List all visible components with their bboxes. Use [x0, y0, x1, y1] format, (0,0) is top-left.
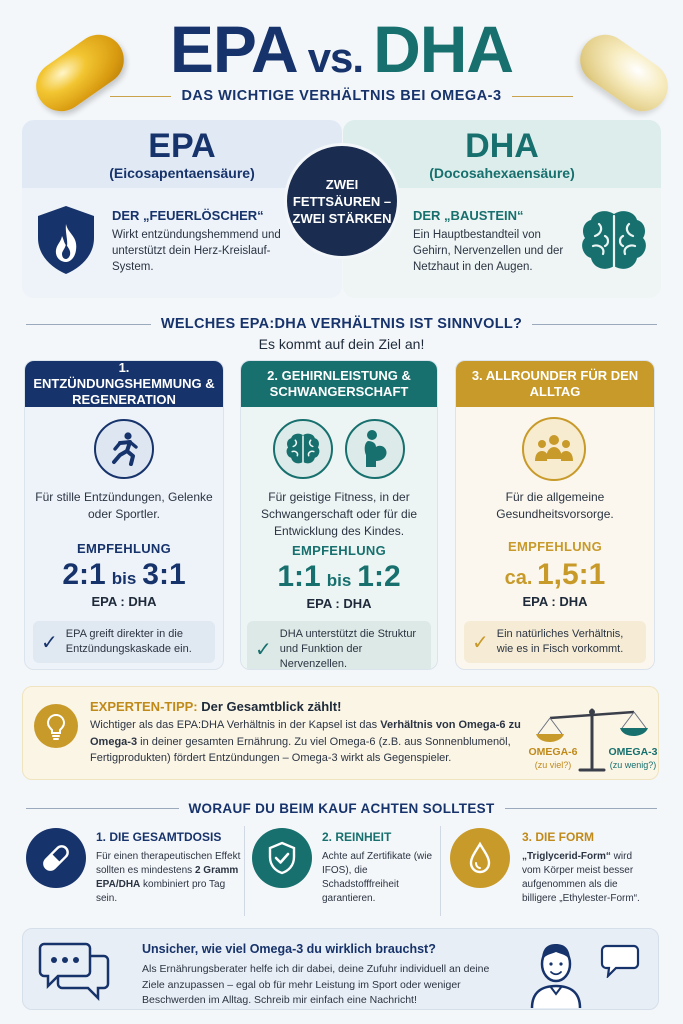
ratio-b: 1:2	[357, 560, 401, 593]
title-vs: vs.	[307, 34, 364, 81]
divider	[26, 808, 179, 809]
ratio-a: 2:1	[62, 558, 106, 591]
drop-icon	[450, 828, 510, 888]
card-note	[33, 621, 215, 663]
divider	[26, 324, 151, 325]
tip-text	[90, 717, 522, 767]
kauf-item-head: 3. DIE FORM	[522, 830, 595, 844]
lightbulb-icon	[34, 704, 78, 748]
recommendation-label: EMPFEHLUNG	[508, 539, 602, 554]
epa-title: EPA	[148, 127, 216, 165]
speech-bubble-icon	[600, 944, 640, 983]
card-brain	[240, 360, 438, 670]
epa-description	[112, 208, 308, 275]
dha-role: DER „BAUSTEIN“	[413, 208, 524, 223]
epa-subtitle: (Eicosapentaensäure)	[109, 165, 255, 181]
tip-text-bold: Verhältnis von Omega-6 zu Omega-3	[90, 719, 521, 748]
runner-icon	[94, 419, 154, 479]
kauf-text-part: kombiniert pro Tag sein.	[96, 879, 226, 904]
tip-title	[90, 699, 341, 714]
ratio-join: bis	[111, 569, 137, 588]
pregnant-woman-icon	[345, 419, 405, 479]
kauf-title: WORAUF DU BEIM KAUF ACHTEN SOLLTEST	[188, 801, 495, 816]
page-subtitle: DAS WICHTIGE VERHÄLTNIS BEI OMEGA-3	[181, 88, 502, 104]
capsule-icon	[26, 828, 86, 888]
scale-right-label: OMEGA-3	[608, 746, 658, 758]
brain-icon	[273, 419, 333, 479]
subtitle-row	[110, 88, 573, 104]
divider	[244, 826, 245, 916]
contact-title: Unsicher, wie viel Omega-3 du wirklich brauchst?	[142, 942, 436, 956]
chat-bubbles-icon	[38, 940, 110, 1007]
note-text: DHA unterstützt die Struktur und Funktion der Nervenzellen.	[279, 628, 417, 670]
kauf-item-text	[522, 850, 646, 906]
tip-label: EXPERTEN-TIPP:	[90, 699, 198, 714]
recommendation-label: EMPFEHLUNG	[292, 543, 386, 558]
shield-flame-icon	[34, 204, 98, 281]
divider	[505, 808, 658, 809]
card-text: Für die allgemeine Gesundheitsvorsorge.	[496, 490, 614, 521]
epa-role: DER „FEUERLÖSCHER“	[112, 208, 264, 223]
scale-right-sub: (zu wenig?)	[609, 760, 657, 770]
divider	[532, 324, 657, 325]
title-dha: DHA	[373, 12, 514, 86]
kauf-text-part: Für einen therapeutischen Effekt sollten es mindestens	[96, 851, 241, 876]
center-badge: ZWEI FETTSÄUREN – ZWEI STÄRKEN	[284, 143, 400, 259]
page-title	[0, 14, 683, 93]
question-title: WELCHES EPA:DHA VERHÄLTNIS IST SINNVOLL?	[160, 316, 523, 332]
scale-left-label: OMEGA-6	[528, 746, 578, 758]
ratio-b: 3:1	[142, 558, 186, 591]
ratio-a: 1:1	[277, 560, 321, 593]
dha-title: DHA	[465, 127, 539, 165]
family-icon	[522, 417, 586, 481]
kauf-item-form	[522, 830, 646, 906]
card-header: 2. GEHIRNLEISTUNG & SCHWANGERSCHAFT	[241, 361, 437, 407]
card-text: Für stille Entzündungen, Gelenke oder Sportler.	[35, 490, 213, 521]
epa-text: Wirkt entzündungshemmend und unterstützt dein Herz-Kreislauf-System.	[112, 229, 281, 273]
check-icon: ✓	[41, 631, 58, 654]
divider	[110, 96, 171, 97]
kauf-text-bold: 2 Gramm EPA/DHA	[96, 865, 239, 890]
ratio-a: 1,5:1	[536, 558, 606, 591]
check-icon: ✓	[255, 639, 272, 661]
tip-text-part: in deiner gesamten Ernährung. Zu viel Omega-6 (z.B. aus Sonnenblumenöl, Fertigprodukten) fördert Entzündungen – Omega-3 wirkt als Gegenspieler.	[90, 735, 511, 764]
note-text: Ein natürliches Verhältnis, wie es in Fisch vorkommt.	[496, 628, 624, 655]
kauf-item-text: Achte auf Zertifikate (wie IFOS), die Schadstofffreiheit garantieren.	[322, 851, 433, 904]
advisor-avatar	[520, 934, 600, 1013]
ratio-join: bis	[326, 571, 352, 590]
card-header: 1. ENTZÜNDUNGSHEMMUNG & REGENERATION	[25, 361, 223, 407]
divider	[512, 96, 573, 97]
kauf-text-part: wird vom Körper meist besser aufgenommen als die billigere „Ethylester-Form“.	[522, 851, 640, 904]
question-row	[26, 316, 657, 332]
question-subtitle: Es kommt auf dein Ziel an!	[258, 336, 425, 352]
tip-title-text: Der Gesamtblick zählt!	[201, 699, 342, 714]
kauf-item-dose	[96, 830, 244, 906]
ratio-unit: EPA : DHA	[306, 596, 372, 611]
kauf-text-bold: „Triglycerid-Form“	[522, 851, 611, 862]
card-inflammation	[24, 360, 224, 670]
dha-description	[413, 208, 581, 275]
kauf-item-head: 1. DIE GESAMTDOSIS	[96, 830, 222, 844]
brain-icon	[579, 208, 649, 279]
shield-check-icon	[252, 828, 312, 888]
card-header: 3. ALLROUNDER FÜR DEN ALLTAG	[456, 361, 654, 407]
scale-left-sub: (zu viel?)	[534, 760, 572, 770]
card-note	[464, 621, 646, 663]
title-epa: EPA	[169, 12, 298, 86]
dha-text: Ein Hauptbestandteil von Gehirn, Nervenzellen und der Netzhaut in den Augen.	[413, 229, 564, 273]
dha-subtitle: (Docosahexaensäure)	[429, 165, 575, 181]
kauf-row	[26, 801, 657, 816]
contact-text: Als Ernährungsberater helfe ich dir dabei, deine Zufuhr individuell an deine Ziele anzupassen – egal ob für mehr Leistung im Sport oder weniger Beschwerden im Alltag. Schreib mir einfach eine Nachricht!	[142, 963, 490, 1006]
ratio	[25, 559, 223, 596]
ratio-unit: EPA : DHA	[91, 594, 157, 609]
ratio	[456, 559, 654, 596]
card-allrounder	[455, 360, 655, 670]
card-text: Für geistige Fitness, in der Schwangerschaft oder für die Entwicklung des Kindes.	[260, 490, 418, 538]
kauf-item-purity	[322, 830, 434, 906]
note-text: EPA greift direkter in die Entzündungskaskade ein.	[65, 628, 192, 655]
tip-text-part: Wichtiger als das EPA:DHA Verhältnis in der Kapsel ist das	[90, 719, 381, 731]
kauf-item-head: 2. REINHEIT	[322, 830, 392, 844]
recommendation-label: EMPFEHLUNG	[77, 541, 171, 556]
divider	[440, 826, 441, 916]
ratio-unit: EPA : DHA	[522, 594, 588, 609]
kauf-item-text	[96, 850, 244, 906]
card-note	[247, 621, 431, 670]
ratio-prefix: ca.	[504, 567, 533, 589]
ratio	[241, 561, 437, 598]
check-icon: ✓	[472, 631, 489, 654]
